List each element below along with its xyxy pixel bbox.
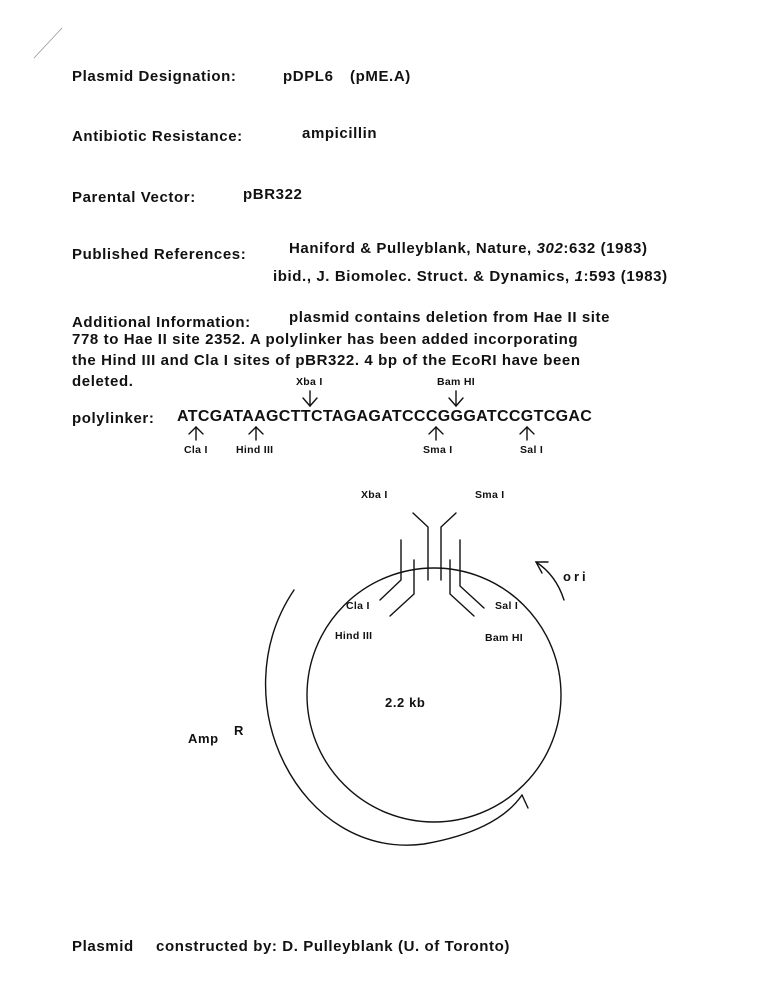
additional-label: Additional Information: — [72, 314, 251, 331]
map-label-sma: Sma I — [475, 489, 505, 501]
designation-value: pDPL6 — [283, 68, 334, 85]
map-label-sal: Sal I — [495, 600, 519, 612]
additional-line-4: deleted. — [72, 373, 134, 390]
parental-value: pBR322 — [243, 186, 303, 203]
designation-label: Plasmid Designation: — [72, 68, 237, 85]
amp-label: Amp — [188, 731, 219, 746]
polylinker-sites — [380, 513, 484, 616]
site-bam-top: Bam HI — [437, 376, 475, 388]
site-sma-bottom: Sma I — [423, 444, 453, 456]
footer-label: Plasmid — [72, 938, 134, 955]
footer-constructed-by: constructed by: D. Pulleyblank (U. of Toronto) — [156, 938, 510, 955]
polylinker-sequence: ATCGATAAGCTTCTAGAGATCCCGGGATCCGTCGAC — [177, 408, 593, 425]
plasmid-size: 2.2 kb — [385, 695, 426, 710]
map-label-cla: Cla I — [346, 600, 370, 612]
references-label: Published References: — [72, 246, 247, 263]
reference-1: Haniford & Pulleyblank, Nature, 302:632 (1983) — [289, 240, 648, 257]
map-label-xba: Xba I — [361, 489, 388, 501]
resistance-value: ampicillin — [302, 125, 378, 142]
reference-2: ibid., J. Biomolec. Struct. & Dynamics, 1:593 (1983) — [273, 268, 668, 285]
site-cla-bottom: Cla I — [184, 444, 208, 456]
site-xba-top: Xba I — [296, 376, 323, 388]
site-hind-bottom: Hind III — [236, 444, 274, 456]
ori-arrow — [536, 562, 564, 600]
additional-line-1: plasmid contains deletion from Hae II site — [289, 309, 611, 326]
map-label-hind: Hind III — [335, 630, 373, 642]
site-sal-bottom: Sal I — [520, 444, 544, 456]
map-label-bam: Bam HI — [485, 632, 523, 644]
additional-line-2: 778 to Hae II site 2352. A polylinker has been added incorporating — [72, 331, 579, 348]
corner-mark — [34, 28, 62, 58]
amp-superscript: R — [234, 723, 244, 738]
polylinker-label: polylinker: — [72, 410, 155, 427]
map-label-ori: ori — [563, 569, 589, 584]
resistance-label: Antibiotic Resistance: — [72, 128, 243, 145]
designation-alias: (pME.A) — [350, 68, 411, 85]
parental-label: Parental Vector: — [72, 189, 196, 206]
amp-arc — [266, 590, 522, 845]
additional-line-3: the Hind III and Cla I sites of pBR322. 4 bp of the EcoRI have been — [72, 352, 581, 369]
